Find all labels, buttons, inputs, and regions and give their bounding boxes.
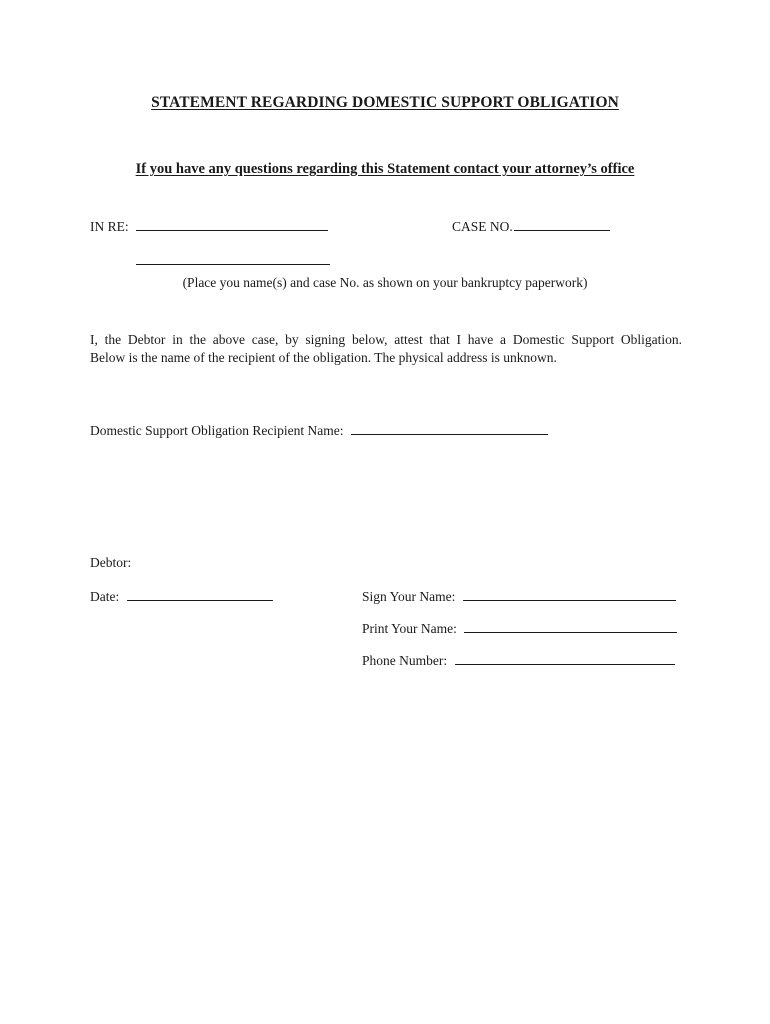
sign-row xyxy=(362,590,676,604)
sign-name-field[interactable] xyxy=(463,599,676,601)
attestation-paragraph xyxy=(90,331,682,367)
phone-number-field[interactable] xyxy=(455,663,675,665)
case-no-field[interactable] xyxy=(514,229,610,231)
date-label: Date: xyxy=(90,589,120,604)
name-instruction: (Place you name(s) and case No. as shown on your bankruptcy paperwork) xyxy=(182,275,588,290)
phone-label: Phone Number: xyxy=(362,653,448,668)
print-row xyxy=(362,622,677,636)
attestation-line-2: Below is the name of the recipient of the obligation. The physical address is unknown. xyxy=(90,350,557,365)
recipient-name-field[interactable] xyxy=(351,433,548,435)
in-re-row xyxy=(90,220,328,234)
recipient-row xyxy=(90,424,548,438)
case-no-row xyxy=(452,220,610,234)
date-row xyxy=(90,590,273,604)
in-re-name-field[interactable] xyxy=(136,229,328,231)
in-re-label: IN RE: xyxy=(90,219,129,234)
print-label: Print Your Name: xyxy=(362,621,457,636)
date-field[interactable] xyxy=(127,599,273,601)
case-no-label: CASE NO. xyxy=(452,219,513,234)
document-subtitle: If you have any questions regarding this Statement contact your attorney’s office xyxy=(135,161,635,177)
print-name-field[interactable] xyxy=(464,631,677,633)
sign-label: Sign Your Name: xyxy=(362,589,456,604)
document-title: STATEMENT REGARDING DOMESTIC SUPPORT OBLIGATION xyxy=(151,94,619,111)
recipient-label: Domestic Support Obligation Recipient Name: xyxy=(90,423,344,438)
phone-row xyxy=(362,654,675,668)
debtor-label: Debtor: xyxy=(90,555,132,570)
attestation-line-1: I, the Debtor in the above case, by signing below, attest that I have a Domestic Support Obligation. xyxy=(90,332,682,347)
in-re-name-field-2[interactable] xyxy=(136,256,330,265)
